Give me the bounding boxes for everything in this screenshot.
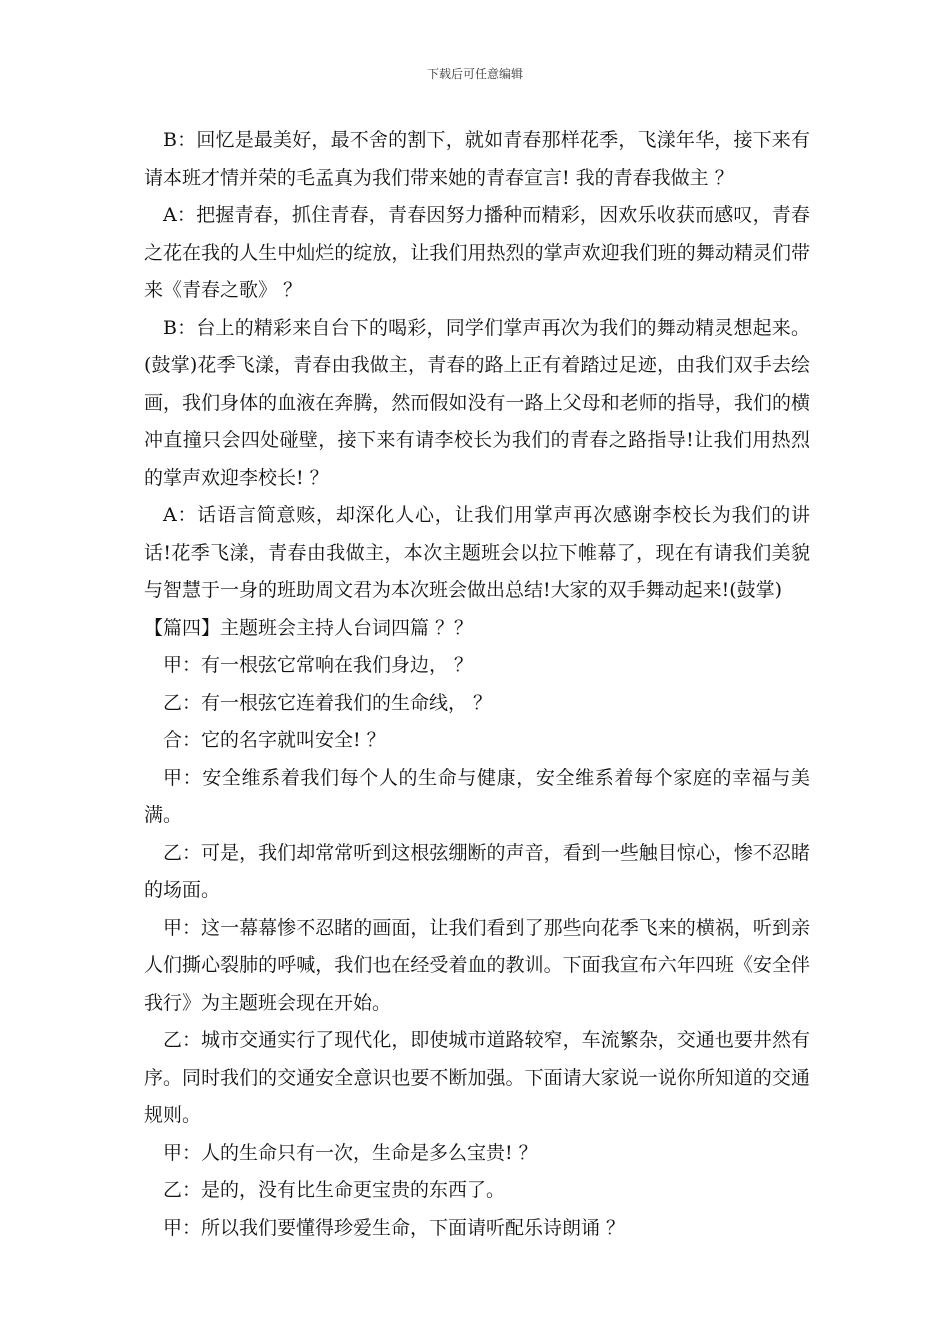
paragraph: A：话语言简意赅，却深化人心，让我们用掌声再次感谢李校长为我们的讲话!花季飞漾，青春由我做主，本次主题班会以拉下帷幕了，现在有请我们美貌与智慧于一身的班助周文君为本次班会做出总结!大家的双手舞动起来!(鼓掌): [144, 504, 810, 601]
paragraph: B：台上的精彩来自台下的喝彩，同学们掌声再次为我们的舞动精灵想起来。(鼓掌)花季飞漾，青春由我做主，青春的路上正有着踏过足迹，由我们双手去绘画，我们身体的血液在奔腾，然而假如没有一路上父母和老师的指导，我们的横冲直撞只会四处碰壁，接下来有请李校长为我们的青春之路指导!让我们用热烈的掌声欢迎李校长! ？: [144, 316, 810, 489]
document-body: [144, 122, 810, 1247]
page-header: 下载后可任意编辑: [426, 67, 523, 81]
paragraph: 合：它的名字就叫安全! ？: [163, 729, 386, 751]
paragraph: 乙：有一根弦它连着我们的生命线， ？: [163, 691, 493, 714]
paragraph: 乙：是的，没有比生命更宝贵的东西了。: [163, 1179, 506, 1201]
paragraph: A：把握青春，抓住青春，青春因努力播种而精彩，因欢乐收获而感叹，青春之花在我的人生中灿烂的绽放，让我们用热烈的掌声欢迎我们班的舞动精灵们带来《青春之歌》 ？: [144, 204, 810, 301]
paragraph: 甲：有一根弦它常响在我们身边， ？: [163, 654, 474, 676]
paragraph: B：回忆是最美好，最不舍的割下，就如青春那样花季，飞漾年华，接下来有请本班才情并荣的毛孟真为我们带来她的青春宣言! 我的青春我做主 ？: [144, 129, 810, 189]
paragraph: 乙：可是，我们却常常听到这根弦绷断的声音，看到一些触目惊心，惨不忍睹的场面。: [144, 841, 810, 901]
paragraph: 乙：城市交通实行了现代化，即使城市道路较窄，车流繁杂，交通也要井然有序。同时我们的交通安全意识也要不断加强。下面请大家说一说你所知道的交通规则。: [144, 1029, 810, 1126]
paragraph: 甲：人的生命只有一次，生命是多么宝贵! ？: [163, 1141, 538, 1164]
paragraph: 甲：所以我们要懂得珍爱生命，下面请听配乐诗朗诵 ？: [163, 1216, 626, 1239]
paragraph: 甲：安全维系着我们每个人的生命与健康，安全维系着每个家庭的幸福与美满。: [144, 766, 810, 826]
section-heading: 【篇四】主题班会主持人台词四篇 ？？: [144, 616, 474, 639]
paragraph: 甲：这一幕幕惨不忍睹的画面，让我们看到了那些向花季飞来的横祸，听到亲人们撕心裂肺的呼喊，我们也在经受着血的教训。下面我宣布六年四班《安全伴我行》为主题班会现在开始。: [144, 916, 810, 1014]
